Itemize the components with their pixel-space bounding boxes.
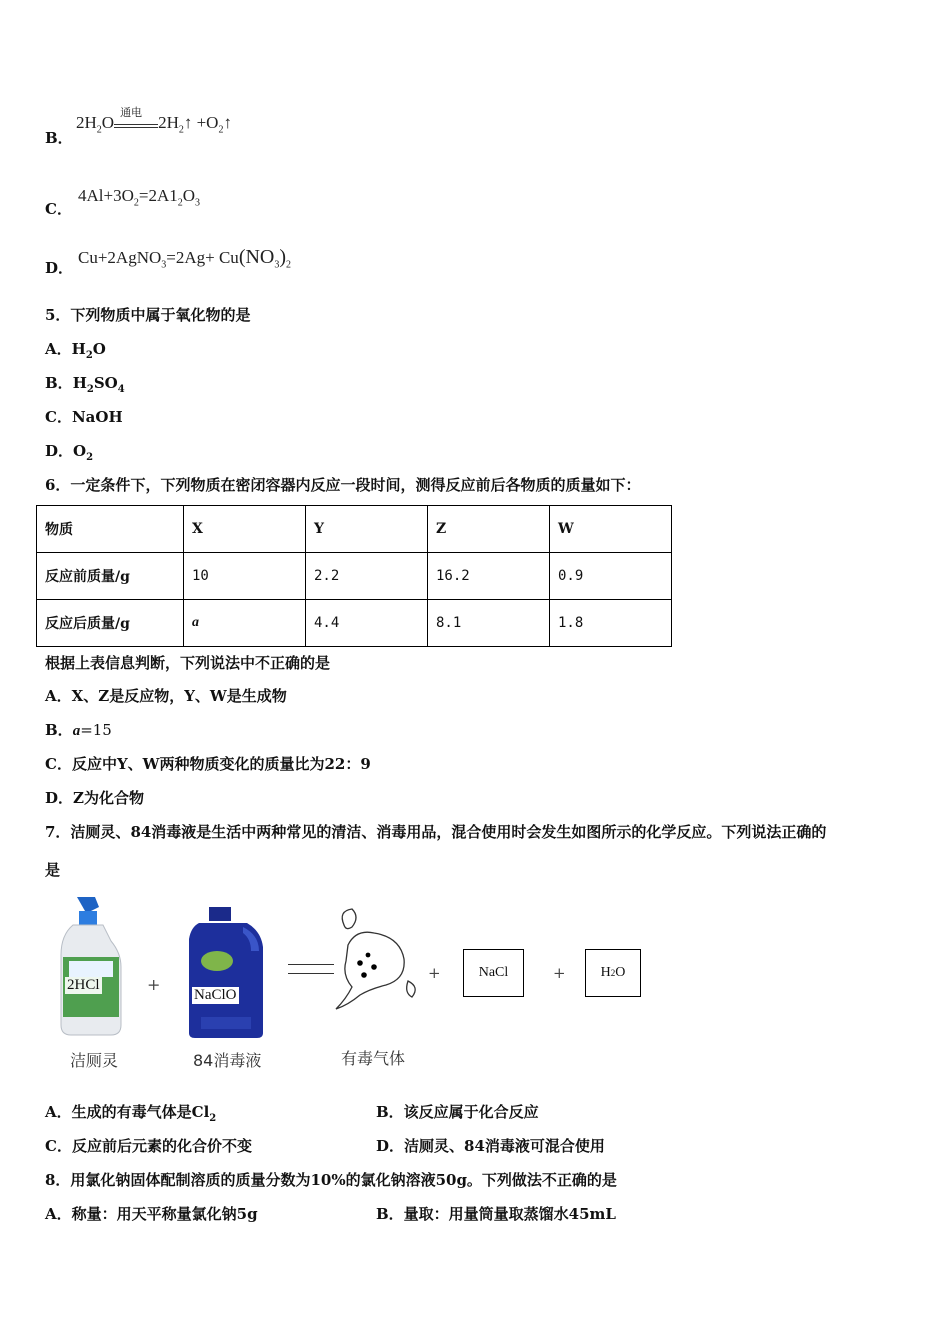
nacl-box: NaCl <box>463 949 524 997</box>
mass-table <box>36 505 672 647</box>
q7-option-a: A．生成的有毒气体是$Cl_2$ <box>45 1103 217 1124</box>
plus-sign: + <box>147 975 161 994</box>
bottle-icon <box>55 895 130 1040</box>
table-cell: W <box>550 506 672 553</box>
table-cell: 反应前质量/g <box>37 553 184 600</box>
q4-option-b-label: B． <box>45 129 73 147</box>
table-cell: Y <box>306 506 428 553</box>
q6-option-d: D．Z为化合物 <box>45 789 144 807</box>
table-cell: 4.4 <box>306 600 428 647</box>
q4-option-d-label: D． <box>45 259 74 277</box>
q6-option-a: A．X、Z是反应物，Y、W是生成物 <box>45 687 287 705</box>
q5-stem: 5．下列物质中属于氧化物的是 <box>45 306 251 324</box>
table-cell: 10 <box>184 553 306 600</box>
bottle2-label: NaClO <box>194 987 237 1003</box>
caption-toxic-gas: 有毒气体 <box>341 1049 406 1068</box>
q5-option-d: D．$O_2$ <box>45 442 94 463</box>
q7-option-b: B．该反应属于化合反应 <box>376 1103 539 1121</box>
table-cell: 物质 <box>37 506 184 553</box>
reaction-arrow <box>288 964 334 974</box>
table-cell: 1.8 <box>550 600 672 647</box>
table-cell: Z <box>428 506 550 553</box>
q5-option-c: C．NaOH <box>45 408 123 426</box>
q6-option-c: C．反应中Y、W两种物质变化的质量比为22：9 <box>45 755 371 773</box>
table-cell: 0.9 <box>550 553 672 600</box>
q4-option-c-label: C． <box>45 200 72 218</box>
q6-option-b: B．a=15 <box>45 721 112 739</box>
q4-option-c-equation: $4Al+3O_2=2A1_2O_3$ <box>78 186 201 209</box>
q4-option-d-equation: Cu+2AgNO$_3$=2Ag+ $Cu(NO_3)_2$ <box>78 246 292 271</box>
table-cell: 反应后质量/g <box>37 600 184 647</box>
water-box: H 2 O <box>585 949 641 997</box>
q6-stem: 6．一定条件下，下列物质在密闭容器内反应一段时间，测得反应前后各物质的质量如下： <box>45 476 641 494</box>
table-cell: 16.2 <box>428 553 550 600</box>
bottle-icon <box>187 905 267 1040</box>
q8-stem: 8．用氯化钠固体配制溶质的质量分数为10%的氯化钠溶液50g。下列做法不正确的是 <box>45 1171 617 1189</box>
gas-cloud-icon <box>330 905 422 1015</box>
plus-sign: + <box>553 964 566 982</box>
table-cell: a <box>184 600 306 647</box>
disinfectant-bottle <box>187 905 267 1040</box>
q4-option-b-equation: $2H_2O$ 通电 $2H_2↑$ $+O_2↑$ <box>76 113 232 135</box>
q7-stem-line2: 是 <box>45 861 61 879</box>
q5-option-b: B．$H_2SO_4$ <box>45 374 125 395</box>
caption-disinfectant: 84消毒液 <box>193 1051 262 1070</box>
table-row <box>37 506 672 553</box>
q6-question: 根据上表信息判断，下列说法中不正确的是 <box>45 654 331 672</box>
table-cell: X <box>184 506 306 553</box>
q7-option-c: C．反应前后元素的化合价不变 <box>45 1137 252 1155</box>
table-cell: 8.1 <box>428 600 550 647</box>
electrolysis-condition: 通电 <box>120 107 143 119</box>
q8-option-b: B．量取：用量筒量取蒸馏水45mL <box>376 1205 616 1223</box>
table-row <box>37 600 672 647</box>
q8-option-a: A．称量：用天平称量氯化钠5g <box>45 1205 258 1223</box>
table-cell: 2.2 <box>306 553 428 600</box>
plus-sign: + <box>428 964 441 982</box>
q5-option-a: A．$H_2O$ <box>45 340 106 361</box>
caption-toilet-cleaner: 洁厕灵 <box>70 1051 119 1070</box>
table-row <box>37 553 672 600</box>
toxic-gas-drawing <box>330 905 422 1019</box>
toilet-cleaner-bottle <box>55 895 130 1040</box>
q7-stem-line1: 7．洁厕灵、84消毒液是生活中两种常见的清洁、消毒用品，混合使用时会发生如图所示的化学反应。下列说法正确的 <box>45 823 827 841</box>
bottle1-label: 2HCl <box>67 977 100 993</box>
q7-option-d: D．洁厕灵、84消毒液可混合使用 <box>376 1137 605 1155</box>
